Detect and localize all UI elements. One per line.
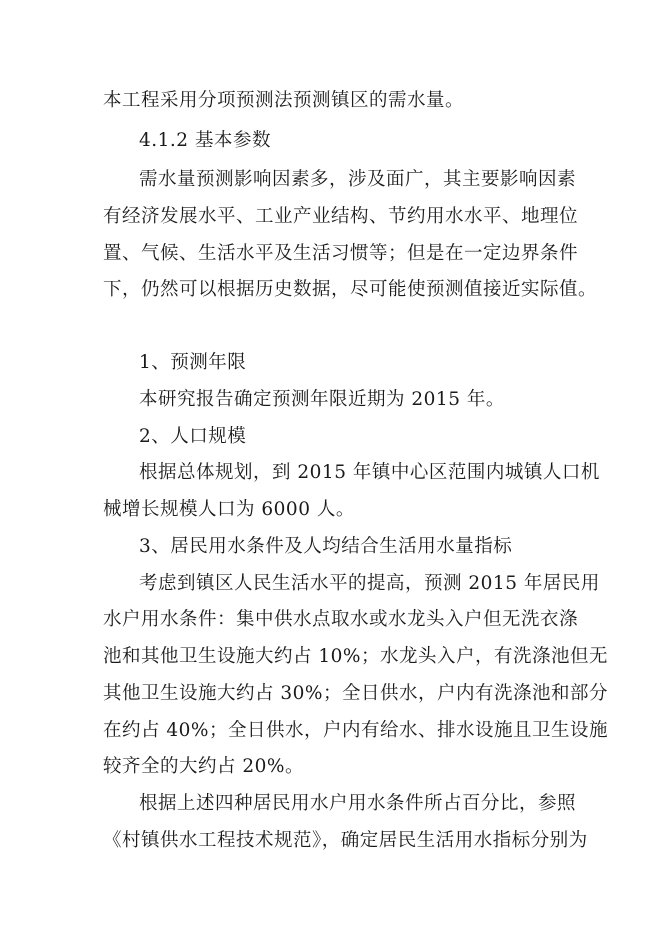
text-line: 械增长规模人口为 6000 人。 — [103, 499, 355, 520]
text-line: 本研究报告确定预测年限近期为 2015 年。 — [139, 389, 505, 410]
subheading: 2、人口规模 — [139, 426, 247, 447]
text-line: 在约占 40%；全日供水，户内有给水、排水设施且卫生设施 — [103, 720, 609, 741]
text-line: 置、气候、生活水平及生活习惯等；但是在一定边界条件 — [103, 243, 579, 264]
text-line: 考虑到镇区人民生活水平的提高，预测 2015 年居民用 — [139, 573, 600, 594]
text-line: 下，仍然可以根据历史数据，尽可能使预测值接近实际值。 — [103, 279, 598, 300]
text-line: 本工程采用分项预测法预测镇区的需水量。 — [103, 90, 465, 111]
subheading: 3、居民用水条件及人均结合生活用水量指标 — [139, 536, 513, 557]
text-line: 根据上述四种居民用水户用水条件所占百分比，参照 — [139, 793, 577, 814]
text-line: 需水量预测影响因素多，涉及面广，其主要影响因素 — [139, 169, 577, 190]
text-line: 池和其他卫生设施大约占 10%；水龙头入户，有洗涤池但无 — [103, 646, 609, 667]
subheading: 1、预测年限 — [139, 352, 247, 373]
text-line: 有经济发展水平、工业产业结构、节约用水水平、地理位 — [103, 206, 579, 227]
text-line: 较齐全的大约占 20%。 — [103, 756, 305, 777]
text-line: 其他卫生设施大约占 30%；全日供水，户内有洗涤池和部分 — [103, 683, 609, 704]
text-line: 根据总体规划，到 2015 年镇中心区范围内城镇人口机 — [139, 462, 600, 483]
text-line: 《村镇供水工程技术规范》，确定居民生活用水指标分别为 — [103, 830, 588, 851]
section-heading: 4.1.2 基本参数 — [139, 130, 271, 151]
text-line: 水户用水条件：集中供水点取水或水龙头入户但无洗衣涤 — [103, 609, 579, 630]
